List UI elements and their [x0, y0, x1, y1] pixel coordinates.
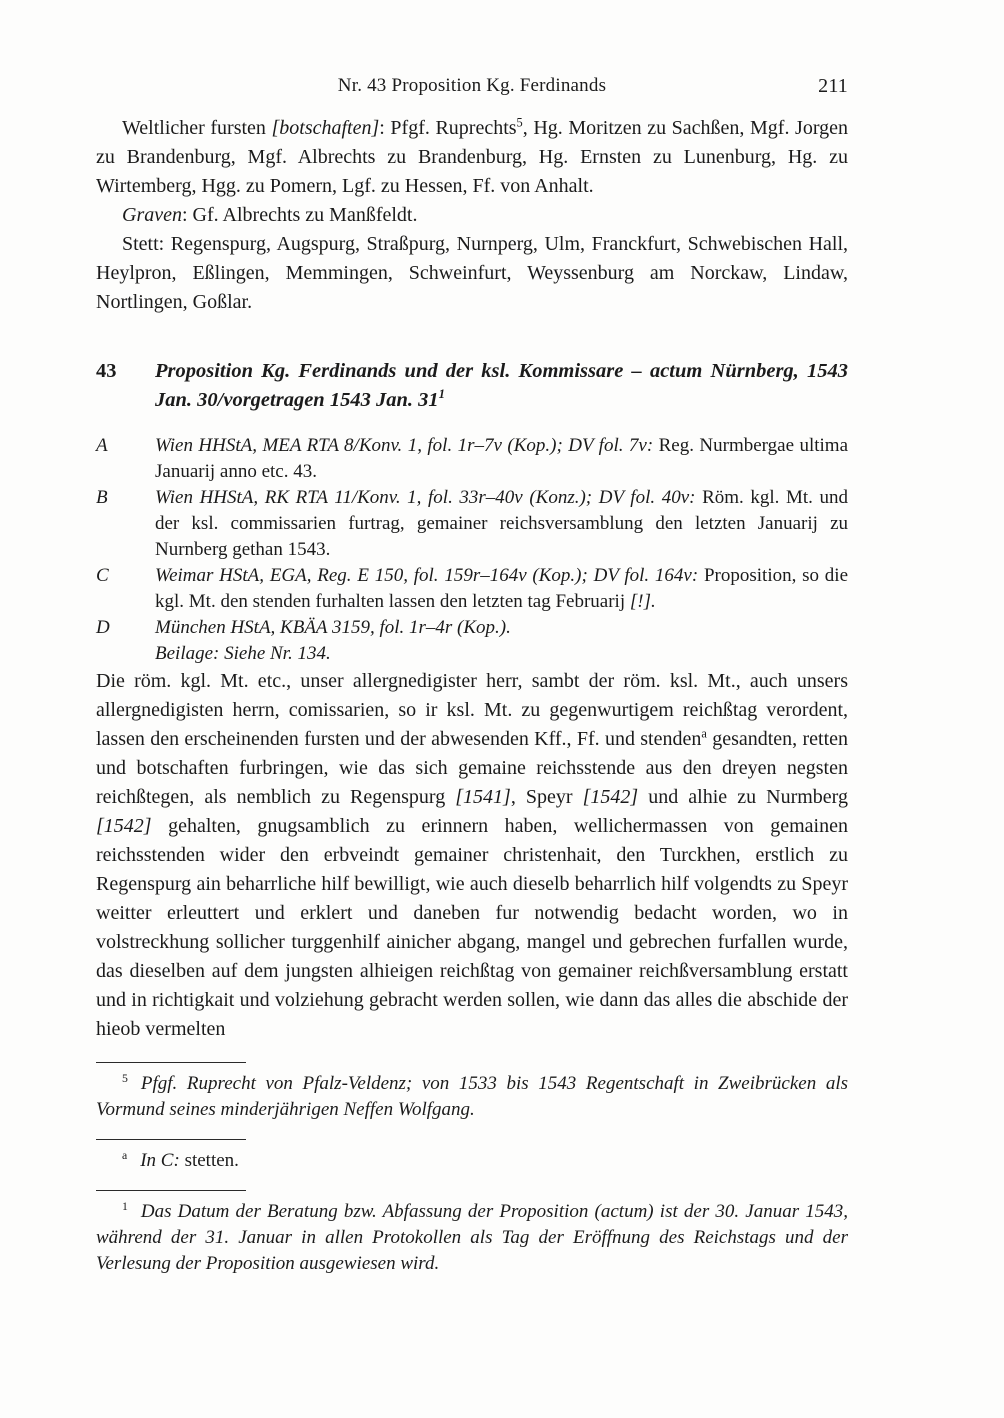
apparatus-text-d: München HStA, KBÄA 3159, fol. 1r–4r (Kop.). [155, 617, 511, 638]
entry-heading [96, 357, 848, 415]
intro-paragraph-graven: Graven: Gf. Albrechts zu Manßfeldt. [122, 204, 418, 226]
footnotes-section [96, 1062, 848, 1277]
entry-title: Proposition Kg. Ferdinands und der ksl. Kommissare – actum Nürnberg, 1543 Jan. 30/vorgetragen 1543 Jan. $31^1$ [155, 360, 848, 411]
apparatus-text-a: Wien HHStA, MEA RTA 8/Konv. 1, fol. 1r–7v (Kop.); DV fol. 7v: Reg. Nurmbergae ultima Januarij anno etc. 43. [155, 435, 848, 482]
footnote-marker-a: a [122, 1148, 128, 1162]
entry-number: 43 [96, 360, 117, 382]
footnote-text-1: Das Datum der Beratung bzw. Abfassung der Proposition (actum) ist der 30. Januar 1543, während der 31. Januar in allen Protokollen als Tag der Eröffnung des Reichstags und der Verlesung der Proposition ausgewiesen wird. [96, 1201, 848, 1274]
footnote-rule [96, 1190, 246, 1191]
body-paragraph: Die röm. kgl. Mt. etc., unser allergnedigister herr, sambt der röm. ksl. Mt., auch unsers allergnedigisten herrn, comissarien, so ir ksl. Mt. zu gegenwurtigem reichßtag verordent, lassen den erscheinenden fursten und der abwesenden Kff., Ff. und stenden$^a$ gesandten, retten und botschaften furbringen, wie das sich gemaine reichsstende aus den dreyen negsten reichßtegen, als nemblich zu Regenspurg [1541], Speyr [1542] und alhie zu Nurmberg [1542] gehalten, gnugsamblich zu erinnern haben, wellichermassen von gemainen reichsstenden wider den erbveindt gemainer christenhait, den Turckhen, erstlich zu Regenspurg ain beharrliche hilf bewilligt, wie auch dieselb beharrlich hilf volgendts zu Speyr weitter erleuttert und erklert und daneben fur notwendig bedacht worden, wo in volstreckhung sollicher turggenhilf ainicher abgang, mangel und gebrechen furfallen wurde, das dieselben auf dem jungsten alhieigen reichßtag von gemainer reichßversamblung erstatt und in richtigkait und volziehung gebracht werden sollen, wie dann das alles die abschide der hieob vermelten [96, 670, 849, 1040]
footnote-1 [96, 1199, 848, 1277]
apparatus-entry-d [96, 615, 848, 641]
apparatus-list [96, 433, 848, 667]
apparatus-siglum-c: C [96, 565, 109, 586]
running-header [96, 74, 848, 98]
footnote-text-a: In C: stetten. [140, 1150, 239, 1171]
intro-paragraph-weltliche-fursten: Weltlicher fursten [botschaften]: Pfgf. Ruprechts$^5$, Hg. Moritzen zu Sachßen, Mgf. Jorgen zu Brandenburg, Mgf. Albrechts zu Brandenburg, Hg. Ernsten zu Lunenburg, Hg. zu Wirtemberg, Hgg. zu Pomern, Lgf. zu Hessen, Ff. von Anhalt. [96, 115, 848, 197]
footnote-marker-1: 1 [122, 1199, 128, 1213]
apparatus-text-b: Wien HHStA, RK RTA 11/Konv. 1, fol. 33r–40v (Konz.); DV fol. 40v: Röm. kgl. Mt. und der ksl. commissarien furtrag, gemainer reichsversamblung den letzten Januarij zu Nurnberg gethan 1543. [155, 487, 849, 560]
apparatus-siglum-b: B [96, 487, 108, 508]
page-number: 211 [818, 75, 848, 97]
footnote-rule [96, 1062, 246, 1063]
footnote-a [96, 1148, 848, 1174]
apparatus-siglum-d: D [96, 617, 110, 638]
apparatus-entry-c [96, 563, 848, 615]
footnote-marker-5: 5 [122, 1071, 128, 1085]
apparatus-text-c: Weimar HStA, EGA, Reg. E 150, fol. 159r–164v (Kop.); DV fol. 164v: Proposition, so die kgl. Mt. den stenden furhalten lassen den letzten tag Februarij [!]. [155, 565, 848, 612]
running-title: Nr. 43 Proposition Kg. Ferdinands [337, 75, 607, 96]
apparatus-entry-a [96, 433, 848, 485]
apparatus-siglum-beilage [96, 641, 155, 667]
apparatus-beilage-text: Beilage: Siehe Nr. 134. [155, 643, 331, 664]
footnote-text-5: Pfgf. Ruprecht von Pfalz-Veldenz; von 1533 bis 1543 Regentschaft in Zweibrücken als Vormund seines minderjährigen Neffen Wolfgang. [96, 1073, 848, 1120]
footnote-rule [96, 1139, 246, 1140]
apparatus-siglum-a: A [96, 435, 108, 456]
apparatus-entry-b [96, 485, 848, 563]
footnote-5 [96, 1071, 848, 1123]
apparatus-entry-beilage [96, 641, 848, 667]
intro-paragraph-stett: Stett: Regenspurg, Augspurg, Straßpurg, Nurnperg, Ulm, Franckfurt, Schwebischen Hall, Heylpron, Eßlingen, Memmingen, Schweinfurt, Weyssenburg am Norckaw, Lindaw, Nortlingen, Goßlar. [96, 233, 848, 313]
